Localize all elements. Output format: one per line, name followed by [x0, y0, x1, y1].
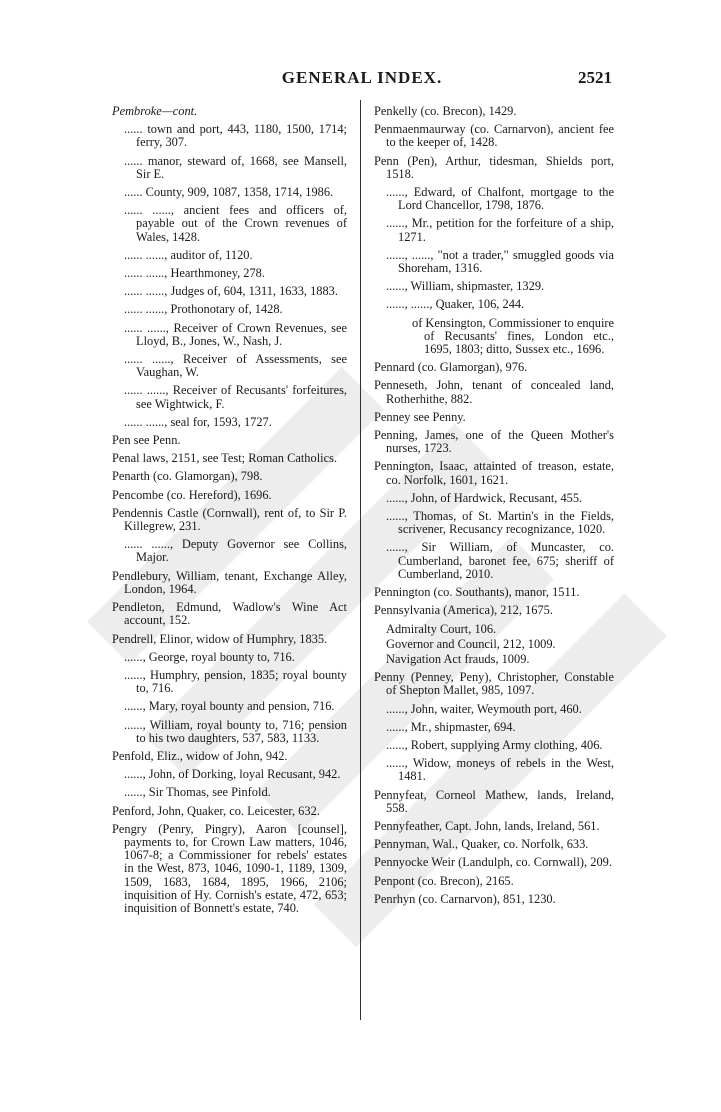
index-entry: ...... town and port, 443, 1180, 1500, 1714; ferry, 307.: [124, 122, 347, 150]
index-entry: Penning, James, one of the Queen Mother's nurses, 1723.: [374, 428, 614, 456]
index-entry: ...... ......, Prothonotary of, 1428.: [124, 302, 283, 317]
index-entry: Pennyman, Wal., Quaker, co. Norfolk, 633.: [374, 837, 589, 852]
column-divider: [360, 100, 361, 1020]
index-entry: ......, Mr., petition for the forfeiture of a ship, 1271.: [386, 216, 614, 244]
index-entry: ......, John, of Hardwick, Recusant, 455.: [386, 490, 583, 505]
page-title: GENERAL INDEX.: [281, 68, 443, 87]
index-entry: Penn (Pen), Arthur, tidesman, Shields port, 1518.: [374, 153, 614, 181]
index-entry: ......, John, of Dorking, loyal Recusant, 942.: [124, 767, 341, 782]
index-entry: ...... ......, Deputy Governor see Collins, Major.: [124, 537, 347, 565]
index-entry: ......, Mr., shipmaster, 694.: [386, 719, 516, 734]
index-entry: ...... ......, Receiver of Crown Revenues, see Lloyd, B., Jones, W., Nash, J.: [124, 320, 347, 348]
index-entry: Pennsylvania (America), 212, 1675.: [374, 603, 553, 618]
index-entry: Pendennis Castle (Cornwall), rent of, to Sir P. Killegrew, 231.: [112, 505, 347, 534]
index-entry: Pennington, Isaac, attainted of treason, estate, co. Norfolk, 1601, 1621.: [374, 459, 614, 487]
index-entry: ......, William, shipmaster, 1329.: [386, 279, 545, 294]
index-entry: Penfold, Eliz., widow of John, 942.: [112, 748, 288, 763]
index-entry: ......, John, waiter, Weymouth port, 460.: [386, 701, 582, 716]
index-entry: ......, George, royal bounty to, 716.: [124, 649, 295, 664]
index-entry: Pennington (co. Southants), manor, 1511.: [374, 585, 580, 600]
index-entry: ...... ......, seal for, 1593, 1727.: [124, 414, 272, 429]
index-entry: ...... ......, Hearthmoney, 278.: [124, 266, 265, 281]
index-entry: ......, William, royal bounty to, 716; pension to his two daughters, 537, 583, 1133.: [124, 717, 347, 745]
index-entry: Governor and Council, 212, 1009.: [386, 636, 556, 651]
index-entry: Penarth (co. Glamorgan), 798.: [112, 469, 263, 484]
index-entry: Pen see Penn.: [112, 433, 181, 448]
index-entry: Penny (Penney, Peny), Christopher, Constable of Shepton Mallet, 985, 1097.: [374, 670, 614, 698]
index-column-left: [112, 105, 347, 920]
index-entry: Penneseth, John, tenant of concealed land, Rotherhithe, 882.: [374, 378, 614, 406]
page-header: [112, 68, 612, 92]
index-entry: of Kensington, Commissioner to enquire of Recusants' fines, London etc., 1695, 1803; ditto, Sussex etc., 1696.: [412, 315, 615, 357]
index-entry: ...... ......, Receiver of Assessments, see Vaughan, W.: [124, 352, 347, 380]
index-entry: ......, Humphry, pension, 1835; royal bounty to, 716.: [124, 667, 347, 696]
index-entry: Penrhyn (co. Carnarvon), 851, 1230.: [374, 891, 556, 906]
index-entry: Pengry (Penry, Pingry), Aaron [counsel], payments to, for Crown Law matters, 1046, 1067-8; a Commissioner for rebels' estates in the West, 873, 1046, 1090-1, 1189, 1309, 1509, 1683, 1684, 1895, 1966, 2106; inquisition of Hy. Cornish's estate, 472, 653; inquisition of Bonnett's estate, 740.: [112, 821, 347, 915]
index-entry: ...... County, 909, 1087, 1358, 1714, 1986.: [124, 185, 334, 200]
index-entry: Penford, John, Quaker, co. Leicester, 632.: [112, 803, 320, 818]
index-entry: Penmaenmaurway (co. Carnarvon), ancient fee to the keeper of, 1428.: [374, 122, 614, 150]
index-entry: ......, Edward, of Chalfont, mortgage to the Lord Chancellor, 1798, 1876.: [386, 185, 614, 213]
index-entry: ......, Robert, supplying Army clothing, 406.: [386, 737, 603, 752]
index-entry: Penpont (co. Brecon), 2165.: [374, 873, 514, 888]
index-entry: Penney see Penny.: [374, 409, 466, 424]
index-entry: Pennyocke Weir (Landulph, co. Cornwall), 209.: [374, 855, 612, 870]
index-entry: ...... ......, ancient fees and officers of, payable out of the Crown revenues of Wales, 1428.: [124, 203, 347, 244]
index-entry: ......, ......, Quaker, 106, 244.: [386, 297, 525, 312]
index-entry: Penal laws, 2151, see Test; Roman Catholics.: [112, 451, 338, 466]
index-entry: Pennard (co. Glamorgan), 976.: [374, 360, 528, 375]
index-entry: ......, Widow, moneys of rebels in the West, 1481.: [386, 756, 614, 784]
index-entry: ...... ......, Judges of, 604, 1311, 1633, 1883.: [124, 284, 338, 299]
index-entry: Pendlebury, William, tenant, Exchange Alley, London, 1964.: [112, 568, 347, 596]
index-entry: Pennyfeat, Corneol Mathew, lands, Ireland, 558.: [374, 787, 614, 815]
index-entry: Pennyfeather, Capt. John, lands, Ireland, 561.: [374, 818, 600, 833]
index-entry: Admiralty Court, 106.: [386, 621, 497, 636]
index-entry: ......, ......, "not a trader," smuggled goods via Shoreham, 1316.: [386, 247, 614, 276]
index-entry: Pencombe (co. Hereford), 1696.: [112, 487, 272, 502]
index-entry: Navigation Act frauds, 1009.: [386, 651, 530, 666]
index-entry: ......, Sir Thomas, see Pinfold.: [124, 785, 271, 800]
index-entry: Penkelly (co. Brecon), 1429.: [374, 104, 517, 118]
index-entry: Pendleton, Edmund, Wadlow's Wine Act account, 152.: [112, 600, 347, 628]
index-entry: ...... manor, steward of, 1668, see Mansell, Sir E.: [124, 153, 347, 181]
index-entry: Pembroke—cont.: [112, 104, 198, 118]
page-number: 2521: [578, 68, 612, 87]
index-entry: ......, Thomas, of St. Martin's in the Fields, scrivener, Recusancy recognizance, 1020.: [386, 509, 614, 537]
index-entry: ......, Sir William, of Muncaster, co. Cumberland, baronet fee, 675; sheriff of Cumberland, 2010.: [386, 540, 614, 581]
index-entry: ...... ......, auditor of, 1120.: [124, 247, 253, 262]
index-entry: ......, Mary, royal bounty and pension, 716.: [124, 699, 335, 714]
index-entry: Pendrell, Elinor, widow of Humphry, 1835.: [112, 631, 328, 646]
index-entry: ...... ......, Receiver of Recusants' forfeitures, see Wightwick, F.: [124, 383, 347, 411]
index-column-right: [374, 105, 614, 911]
